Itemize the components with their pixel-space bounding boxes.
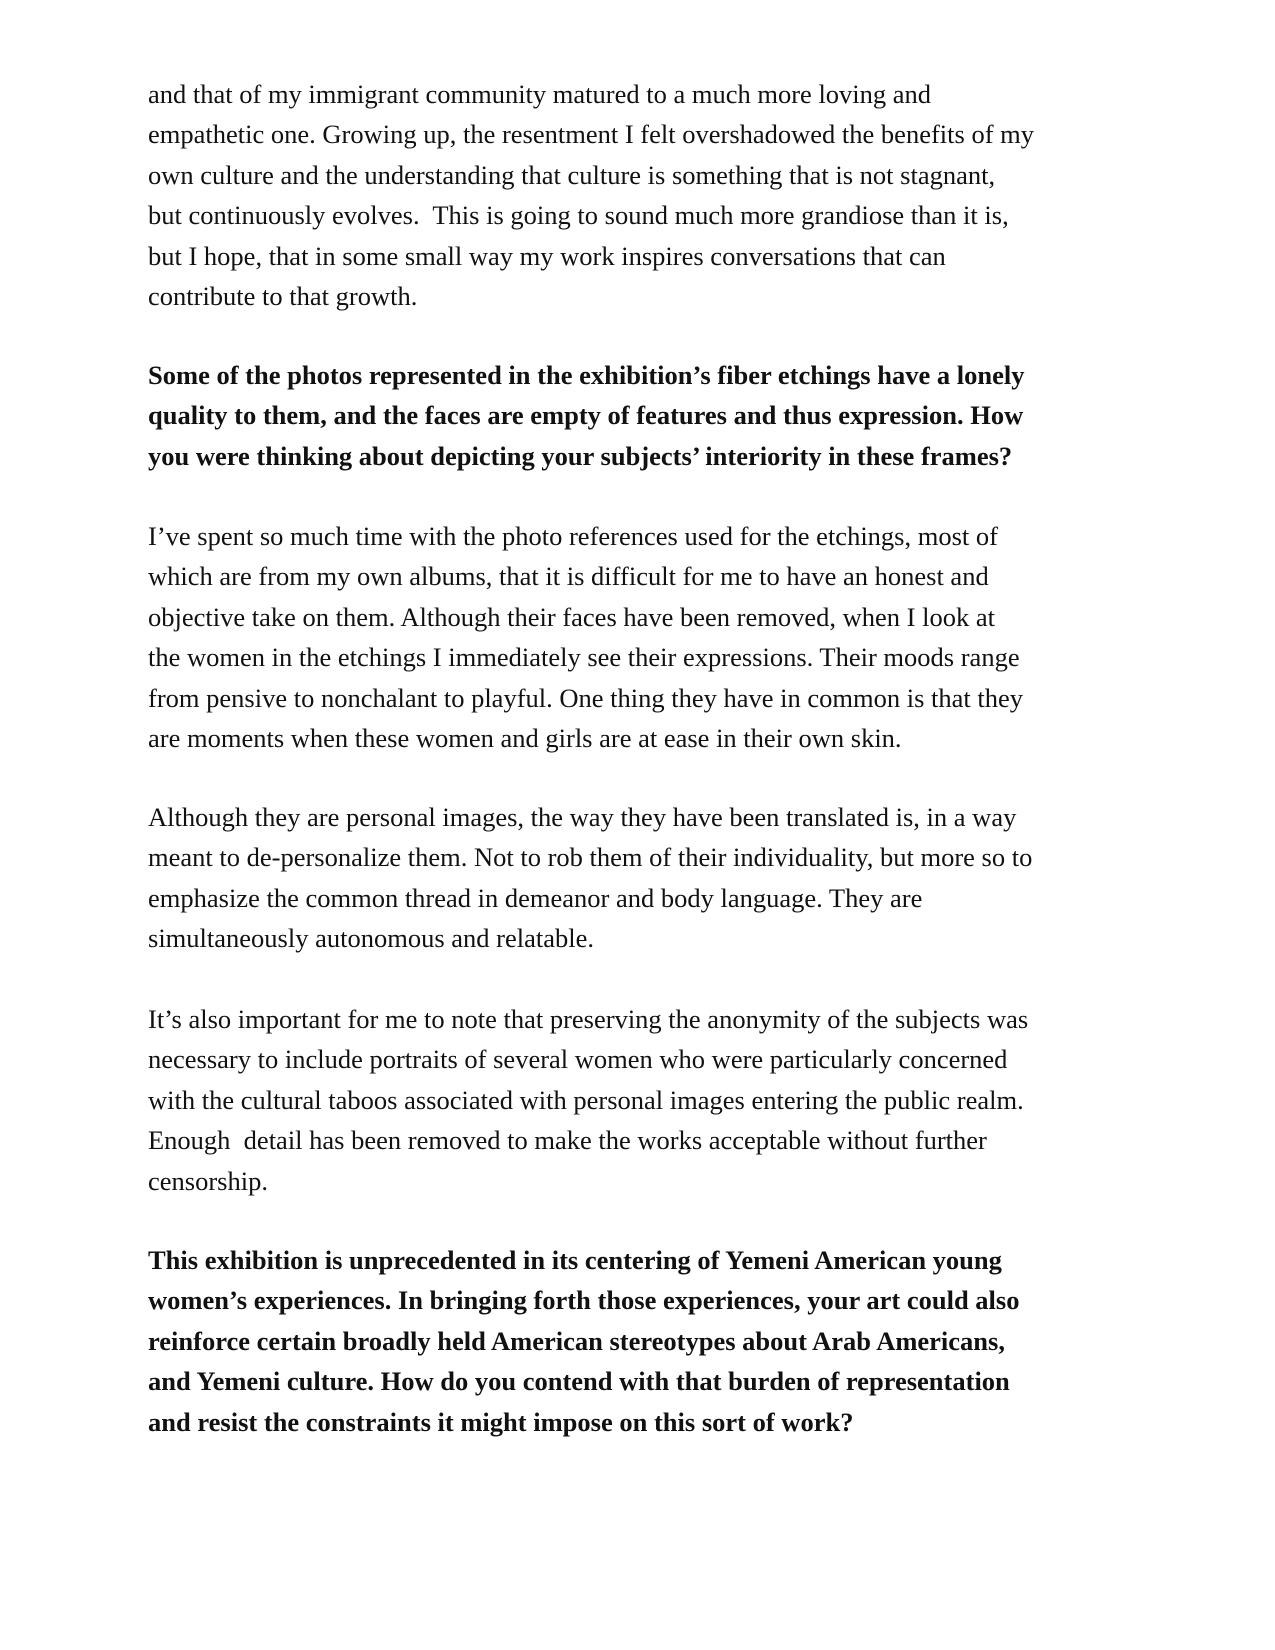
answer-paragraph-2 [148,516,1128,758]
paragraph-line: censorship. [148,1165,268,1196]
question-line: and Yemeni culture. How do you contend with that burden of representation [148,1366,1010,1397]
paragraph-line: meant to de-personalize them. Not to rob them of their individuality, but more so to [148,842,1033,873]
paragraph-line: and that of my immigrant community matured to a much more loving and [148,79,932,109]
paragraph-line: It’s also important for me to note that preserving the anonymity of the subjects was [148,1004,1029,1034]
question-line: Some of the photos represented in the exhibition’s fiber etchings have a lonely [148,360,1025,390]
answer-paragraph-3 [148,797,1128,959]
question-line: you were thinking about depicting your subjects’ interiority in these frames? [148,440,1013,471]
paragraph-line: Enough detail has been removed to make the works acceptable without further [148,1125,987,1156]
answer-paragraph-4 [148,999,1128,1201]
question-line: and resist the constraints it might impose on this sort of work? [148,1406,854,1437]
paragraph-line: I’ve spent so much time with the photo references used for the etchings, most of [148,521,998,551]
interview-question-1 [148,355,1128,476]
paragraph-line: which are from my own albums, that it is difficult for me to have an honest and [148,561,989,592]
paragraph-line: objective take on them. Although their faces have been removed, when I look at [148,601,995,632]
paragraph-line: the women in the etchings I immediately see their expressions. Their moods range [148,642,1020,673]
paragraph-line: empathetic one. Growing up, the resentment I felt overshadowed the benefits of my [148,119,1035,150]
paragraph-line: simultaneously autonomous and relatable. [148,923,594,954]
paragraph-line: contribute to that growth. [148,281,418,312]
question-line: reinforce certain broadly held American stereotypes about Arab Americans, [148,1325,1005,1356]
question-line: This exhibition is unprecedented in its centering of Yemeni American young [148,1245,1002,1275]
answer-paragraph-1 [148,74,1128,316]
paragraph-line: but continuously evolves. This is going to sound much more grandiose than it is, [148,200,1009,231]
interview-question-2 [148,1240,1128,1442]
paragraph-line: necessary to include portraits of several women who were particularly concerned [148,1044,1008,1075]
paragraph-line: emphasize the common thread in demeanor and body language. They are [148,882,923,913]
paragraph-line: from pensive to nonchalant to playful. One thing they have in common is that they [148,682,1024,713]
paragraph-line: own culture and the understanding that culture is something that is not stagnant, [148,159,996,190]
paragraph-line: with the cultural taboos associated with personal images entering the public realm. [148,1084,1024,1115]
question-line: quality to them, and the faces are empty of features and thus expression. How [148,400,1024,431]
paragraph-line: but I hope, that in some small way my work inspires conversations that can [148,240,946,271]
paragraph-line: are moments when these women and girls are at ease in their own skin. [148,723,902,754]
paragraph-line: Although they are personal images, the way they have been translated is, in a way [148,802,1017,832]
question-line: women’s experiences. In bringing forth those experiences, your art could also [148,1285,1020,1316]
